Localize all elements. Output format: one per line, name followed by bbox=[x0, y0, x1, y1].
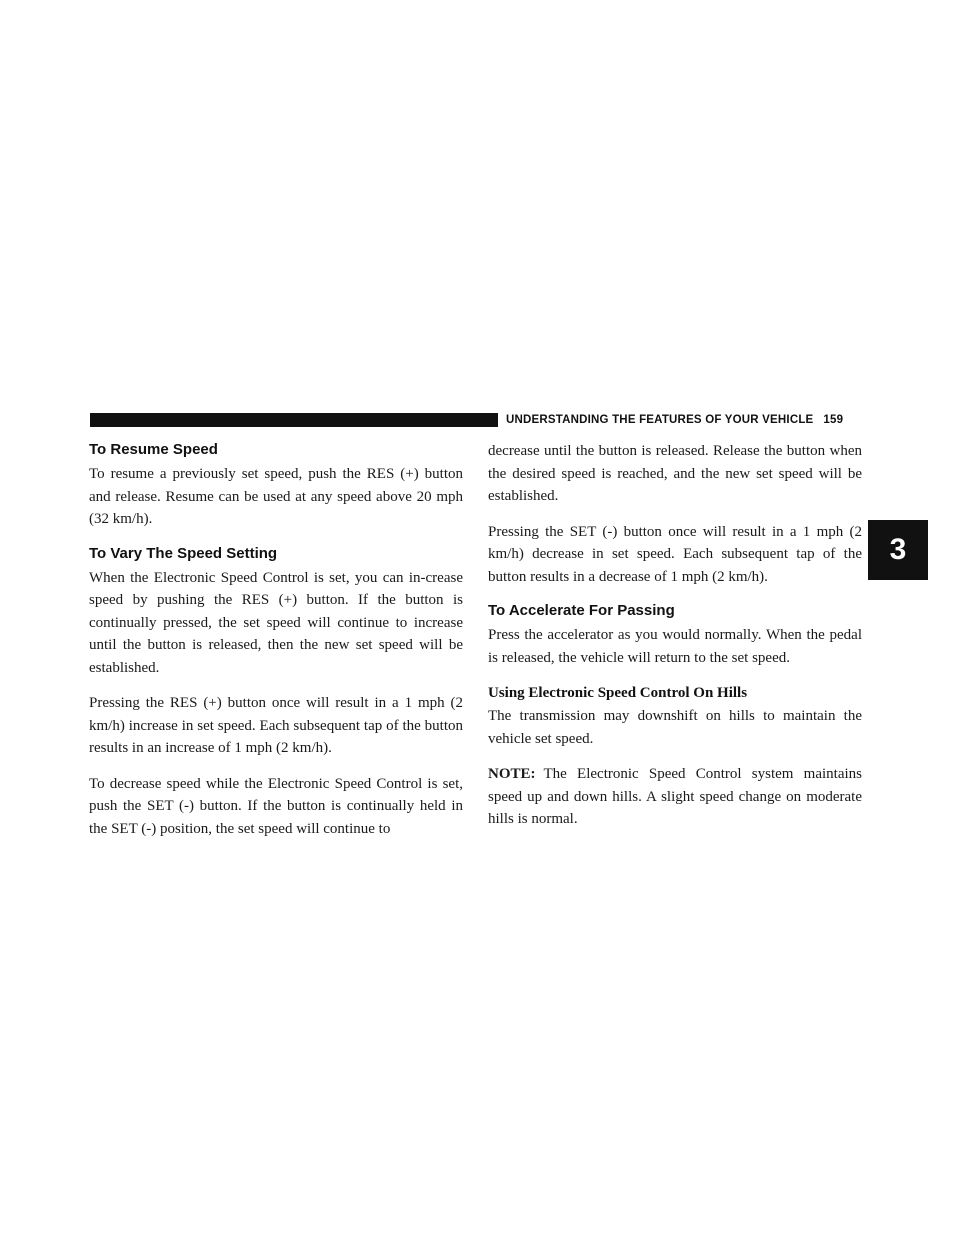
note-text: The Electronic Speed Control system maintains speed up and down hills. A slight speed change on moderate hills is normal. bbox=[488, 766, 862, 827]
right-column bbox=[488, 440, 862, 844]
note-paragraph bbox=[488, 763, 862, 831]
header-rule bbox=[90, 413, 498, 427]
note-label: NOTE: bbox=[488, 766, 536, 782]
paragraph-continued: decrease until the button is released. Release the button when the desired speed is reached, and the new set speed will be established. bbox=[488, 443, 862, 504]
running-header bbox=[506, 412, 872, 428]
paragraph-set-decrease: Pressing the SET (-) button once will result in a 1 mph (2 km/h) decrease in set speed. Each subsequent tap of the button results in a decrease of 1 mph (2 km/h). bbox=[488, 523, 862, 585]
heading-accelerate-passing: To Accelerate For Passing bbox=[488, 602, 675, 619]
heading-hills: Using Electronic Speed Control On Hills bbox=[488, 685, 748, 701]
heading-resume-speed: To Resume Speed bbox=[89, 441, 218, 458]
paragraph-accelerate-passing: Press the accelerator as you would normally. When the pedal is released, the vehicle will return to the set speed. bbox=[488, 627, 862, 666]
section-title: UNDERSTANDING THE FEATURES OF YOUR VEHICLE bbox=[506, 414, 814, 426]
page-number: 159 bbox=[823, 414, 844, 426]
paragraph-vary-speed-1: When the Electronic Speed Control is set, you can in-crease speed by pushing the RES (+) button. If the button is continually pressed, the set speed will continue to increase until the button is released, then the new set speed will be established. bbox=[89, 569, 463, 676]
paragraph-vary-speed-3: To decrease speed while the Electronic Speed Control is set, push the SET (-) button. If the button is continually held in the SET (-) position, the set speed will continue to bbox=[89, 775, 463, 837]
paragraph-vary-speed-2: Pressing the RES (+) button once will result in a 1 mph (2 km/h) increase in set speed. Each subsequent tap of the button results in an increase of 1 mph (2 km/h). bbox=[89, 695, 463, 756]
heading-vary-speed: To Vary The Speed Setting bbox=[89, 544, 278, 562]
paragraph-resume-speed: To resume a previously set speed, push the RES (+) button and release. Resume can be used at any speed above 20 mph (32 km/h). bbox=[89, 466, 463, 527]
chapter-tab: 3 bbox=[868, 520, 928, 580]
paragraph-hills: The transmission may downshift on hills to maintain the vehicle set speed. bbox=[488, 708, 862, 747]
left-column bbox=[89, 440, 463, 853]
